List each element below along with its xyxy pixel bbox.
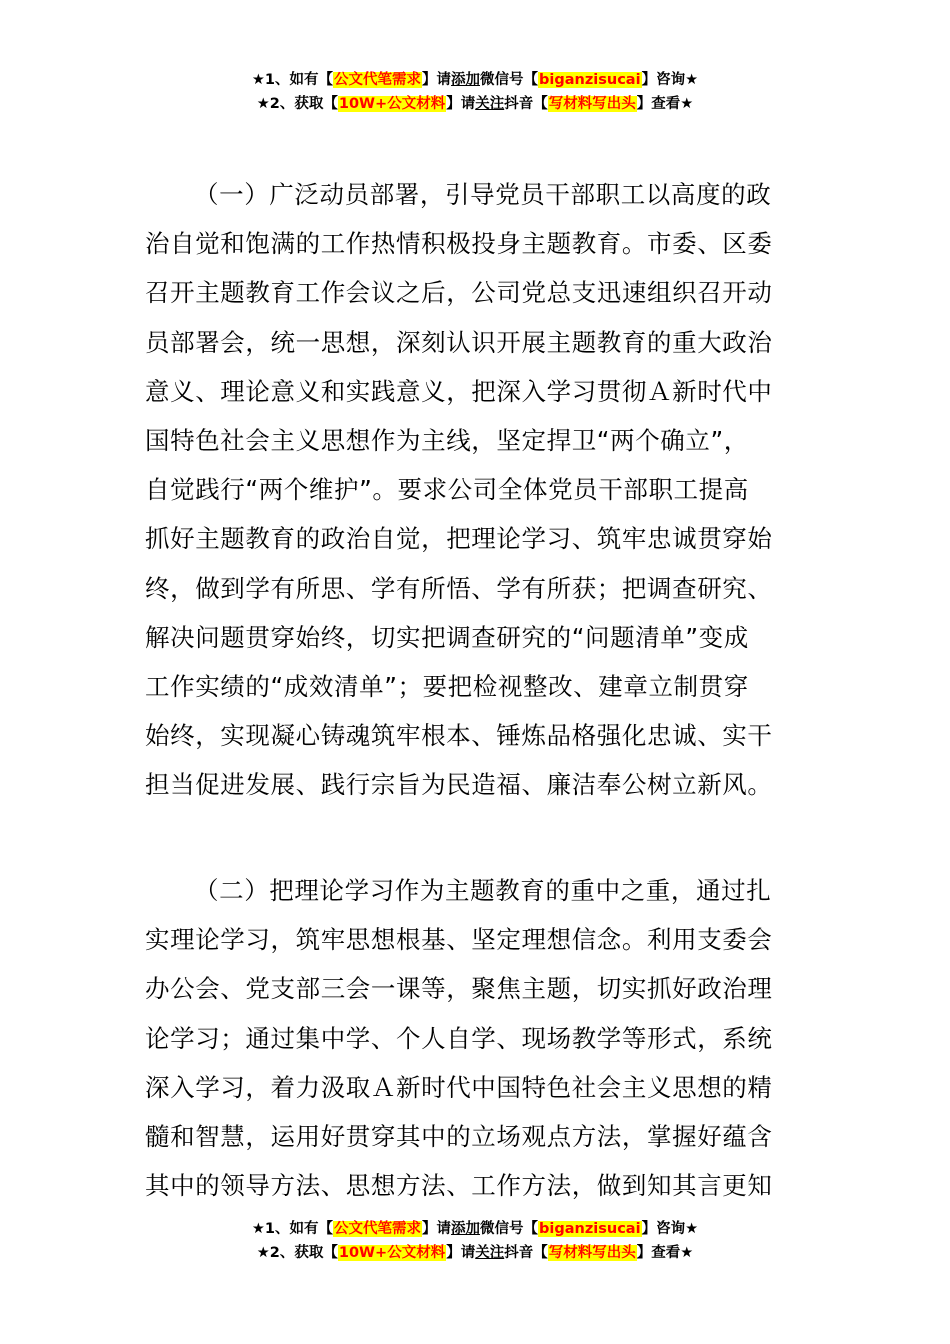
highlight-text: 公文代笔需求	[334, 1221, 422, 1237]
banner-text: 微信号【	[480, 1221, 539, 1237]
underlined-text: 添加	[451, 1221, 481, 1237]
douyin-id-highlight: 写材料写出头	[548, 1245, 636, 1261]
paragraph-line: 自觉践行“两个维护”。要求公司全体党员干部职工提高	[145, 475, 749, 505]
header-banner	[0, 68, 950, 116]
banner-text: 】请	[422, 1221, 452, 1237]
paragraph-line: 担当促进发展、践行宗旨为民造福、廉洁奉公树立新风。	[145, 770, 773, 800]
paragraph-line: 深入学习，着力汲取Ａ新时代中国特色社会主义思想的精	[145, 1072, 773, 1102]
paragraph-line: 治自觉和饱满的工作热情积极投身主题教育。市委、区委	[145, 229, 773, 259]
banner-line-2	[0, 92, 950, 116]
banner-line-1	[0, 1217, 950, 1241]
banner-text: ★1、如有【	[251, 72, 334, 88]
footer-banner	[0, 1217, 950, 1265]
paragraph-line: 召开主题教育工作会议之后，公司党总支迅速组织召开动	[145, 278, 773, 308]
paragraph-line: 实理论学习，筑牢思想根基、坚定理想信念。利用支委会	[145, 925, 773, 955]
banner-line-1	[0, 68, 950, 92]
paragraph-line: 解决问题贯穿始终，切实把调查研究的“问题清单”变成	[145, 622, 749, 652]
paragraph-line: 国特色社会主义思想作为主线，坚定捍卫“两个确立”，	[145, 425, 749, 455]
banner-text: 】查看★	[636, 1245, 694, 1261]
paragraph-line: 工作实绩的“成效清单”；要把检视整改、建章立制贯穿	[145, 671, 749, 701]
banner-line-2	[0, 1241, 950, 1265]
paragraph-line: 员部署会，统一思想，深刻认识开展主题教育的重大政治	[145, 327, 773, 357]
paragraph-line: （一）广泛动员部署，引导党员干部职工以高度的政	[194, 180, 772, 209]
douyin-id-highlight: 写材料写出头	[548, 96, 636, 112]
paragraph-1	[145, 170, 815, 809]
banner-text: 】咨询★	[641, 72, 699, 88]
paragraph-line: 抓好主题教育的政治自觉，把理论学习、筑牢忠诚贯穿始	[145, 524, 773, 554]
banner-text: 】查看★	[636, 96, 694, 112]
wechat-id-highlight: biganzisucai	[539, 1221, 641, 1237]
banner-text: 】请	[446, 96, 476, 112]
paragraph-2	[145, 866, 815, 1210]
paragraph-line: 终，做到学有所思、学有所悟、学有所获；把调查研究、	[145, 573, 773, 603]
banner-text: 微信号【	[480, 72, 539, 88]
paragraph-line: 办公会、党支部三会一课等，聚焦主题，切实抓好政治理	[145, 974, 773, 1004]
banner-text: 】请	[422, 72, 452, 88]
highlight-text: 10W+公文材料	[338, 96, 446, 112]
highlight-text: 10W+公文材料	[338, 1245, 446, 1261]
paragraph-line: 意义、理论意义和实践意义，把深入学习贯彻Ａ新时代中	[145, 376, 773, 406]
wechat-id-highlight: biganzisucai	[539, 72, 641, 88]
highlight-text: 公文代笔需求	[334, 72, 422, 88]
banner-text: ★1、如有【	[251, 1221, 334, 1237]
banner-text: ★2、获取【	[256, 1245, 338, 1261]
underlined-text: 添加	[451, 72, 481, 88]
paragraph-line: 髓和智慧，运用好贯穿其中的立场观点方法，掌握好蕴含	[145, 1121, 773, 1151]
underlined-text: 关注	[475, 1245, 505, 1261]
underlined-text: 关注	[475, 96, 505, 112]
paragraph-line: 始终，实现凝心铸魂筑牢根本、锤炼品格强化忠诚、实干	[145, 721, 773, 751]
paragraph-line: 论学习；通过集中学、个人自学、现场教学等形式，系统	[145, 1023, 773, 1053]
paragraph-line: （二）把理论学习作为主题教育的重中之重，通过扎	[194, 876, 772, 905]
banner-text: ★2、获取【	[256, 96, 338, 112]
banner-text: 】咨询★	[641, 1221, 699, 1237]
paragraph-line: 其中的领导方法、思想方法、工作方法，做到知其言更知	[145, 1171, 773, 1201]
banner-text: 】请	[446, 1245, 476, 1261]
banner-text: 抖音【	[504, 96, 548, 112]
banner-text: 抖音【	[504, 1245, 548, 1261]
